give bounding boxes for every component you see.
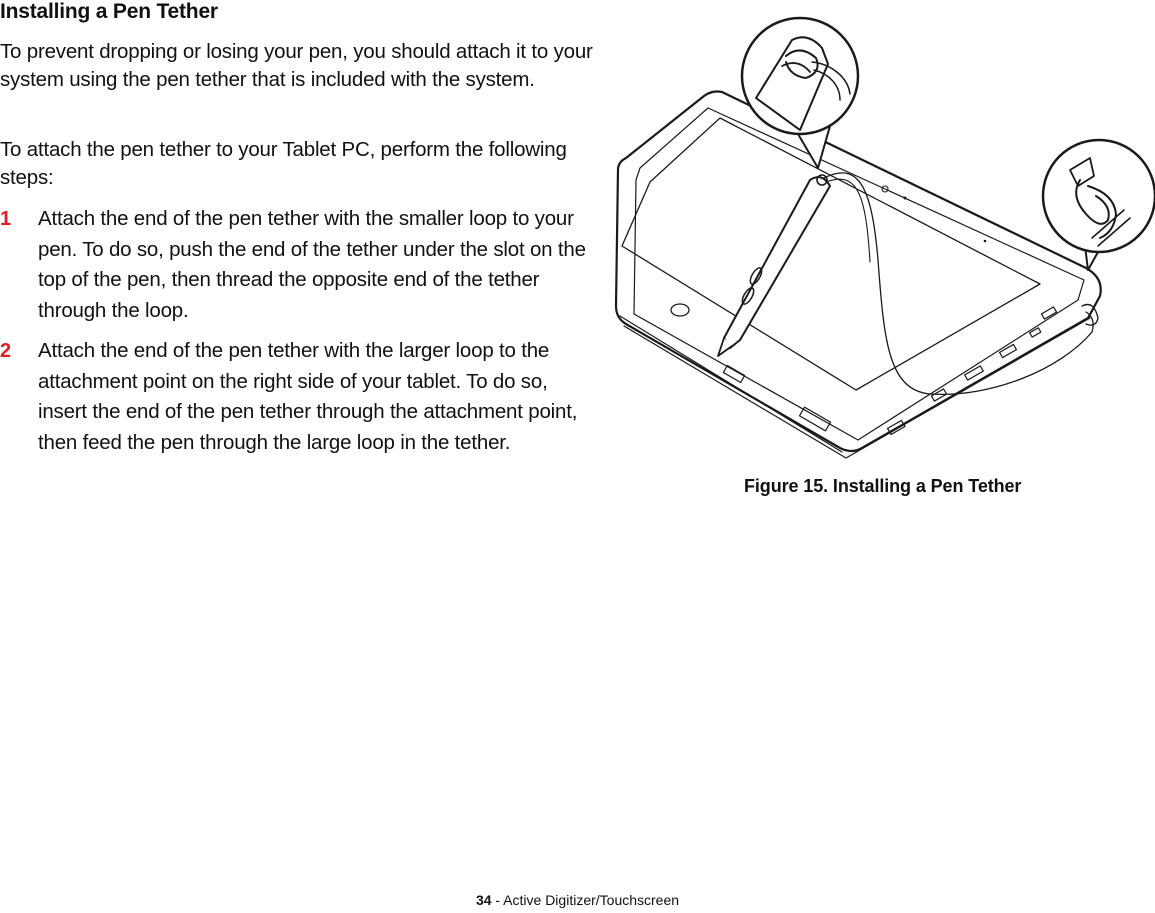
step-text: Attach the end of the pen tether with the larger loop to the attachment point on the right side of your tablet. To do so, insert the end of the pen tether through the attachment point, then feed the pen through the large loop in the tether. [38, 339, 578, 454]
footer-section-name: - Active Digitizer/Touchscreen [491, 892, 680, 908]
step-number: 2 [0, 340, 12, 362]
pen-tether-illustration [612, 12, 1155, 472]
step-number: 1 [0, 208, 12, 230]
tablet-body [616, 92, 1101, 452]
page-number: 34 [475, 892, 492, 908]
step-text: Attach the end of the pen tether with the smaller loop to your pen. To do so, push the end of the tether under the slot on the top of the pen, then thread the opposite end of the tether through the loop. [38, 207, 586, 322]
page-footer [0, 892, 1155, 908]
section-heading: Installing a Pen Tether [0, 0, 218, 23]
callout-attachment-point [1043, 140, 1155, 270]
intro-paragraph: To prevent dropping or losing your pen, you should attach it to your system using the pen tether that is included with the system. [0, 40, 593, 91]
figure-caption: Figure 15. Installing a Pen Tether [744, 476, 1022, 496]
lead-paragraph: To attach the pen tether to your Tablet PC, perform the following steps: [0, 138, 567, 189]
